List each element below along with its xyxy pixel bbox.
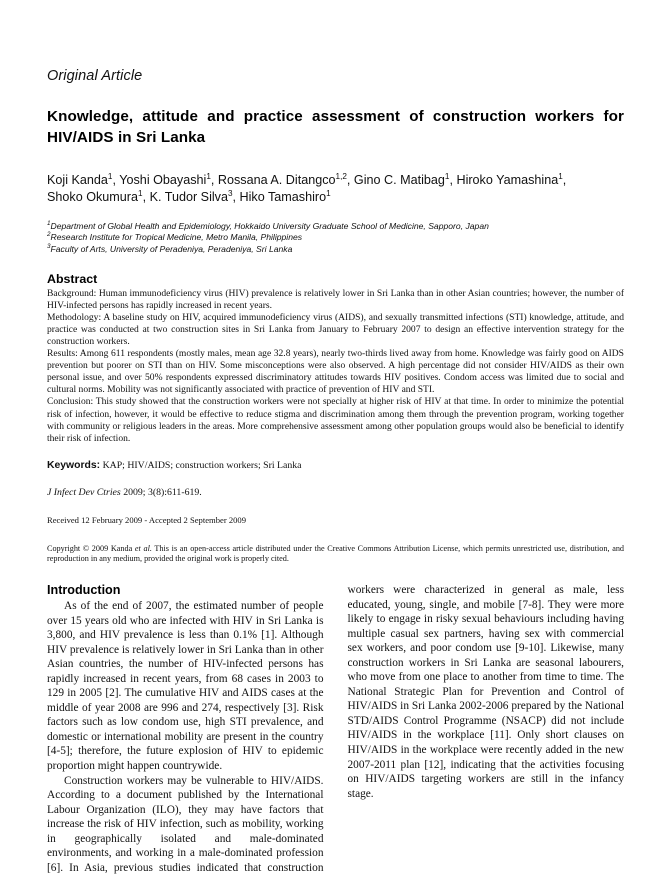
author-list-line-1: Koji Kanda$^1$, Yoshi Obayashi$^1$, Rossana A. Ditangco$^{1,2}$, Gino C. Matibag$^1$, Hiroko Yamashina$^1$, (47, 171, 567, 187)
author-affiliation-marker: 1 (138, 189, 143, 199)
author-name: Gino C. Matibag (353, 173, 445, 187)
abstract-methodology: Methodology: A baseline study on HIV, acquired immunodeficiency virus (AIDS), and sexually transmitted infections (STI) knowledge, attitude, and practice was conducted at two construction sites in Sri Lanka from January to February 2007 to design an effective intervention strategy for the construction workers. (47, 311, 624, 347)
author-name: Hiroko Yamashina (456, 173, 559, 187)
journal-name: J Infect Dev Ctries (47, 486, 121, 498)
abstract-section (47, 272, 624, 445)
keywords-line (47, 460, 624, 471)
keywords-value: KAP; HIV/AIDS; construction workers; Sri Lanka (102, 459, 302, 471)
author-affiliation-marker: 1 (558, 171, 563, 181)
author-affiliation-marker: 1 (444, 171, 450, 181)
affiliation-item (47, 232, 624, 244)
introduction-paragraph-1: As of the end of 2007, the estimated number of people over 15 years old who are infected with HIV in Sri Lanka is 3,800, and HIV prevalence is less than 0.1% [1]. Although HIV prevalence is relatively lower in Sri Lanka than in other Asian countries, the number of HIV-infected persons has rapidly increased in recent years, from 68 cases in 2003 to 129 in 2005 [2]. The cumulative HIV and AIDS cases at the middle of year 2008 are 996 and 274, respectively [3]. Risk factors such as low condom use, high STI prevalence, and domestic or international mobility are present in the country [4-5]; therefore, the future explosion of HIV to epidemic proportion might happen countrywide. (47, 600, 324, 773)
introduction-paragraph-2: Construction workers may be vulnerable to HIV/AIDS. According to a document published by the International Labour Organization (ILO), they may have factors that increase the risk of HIV infection, such as mobility, working in geographically isolated and male-dominated environments, and working in a male-dominated profession [6]. In Asia, previous studies indicated that construction workers were characterized in general as male, less educated, young, single, and mobile [7-8]. They were more likely to engage in risky sexual behaviours including having multiple casual sex partners, having sex with commercial sex workers, and poor condom use [9-10]. Likewise, many construction workers in Sri Lanka are seasonal labourers, who move from one place to another from time to time. The National Strategic Plan for Prevention and Control of HIV/AIDS in Sri Lanka 2002-2006 prepared by the National STD/AIDS Control Programme (NSACP) did not include HIV/AIDS in the workplace [11]. Only short clauses on HIV/AIDS in the workplace were recently added in the new 2007-2011 plan [12], indicating that the activities focusing on HIV/AIDS targeting workers are still in the infancy stage. (47, 584, 624, 874)
introduction-columns (47, 583, 624, 883)
affiliation-marker: 2 (47, 231, 51, 239)
author-affiliation-marker: 1 (107, 171, 113, 181)
copyright-notice (47, 544, 624, 565)
affiliation-list (47, 221, 624, 256)
author-name: Koji Kanda (47, 173, 108, 187)
journal-citation (47, 487, 624, 498)
affiliation-marker: 3 (47, 243, 51, 251)
affiliation-item (47, 221, 624, 233)
affiliation-marker: 1 (47, 219, 51, 227)
journal-citation-detail: 2009; 3(8):611-619. (123, 486, 202, 498)
abstract-results: Results: Among 611 respondents (mostly males, mean age 32.8 years), nearly two-thirds lived away from home. Knowledge was fairly good on AIDS prevention but poorer on STI than on HIV. Some misconceptions were also observed. A high percentage did not consider HIV/AIDS as their own personal issue, and over 50% respondents expressed discriminatory attitudes towards HIV positives. Condom access was limited due to social and cultural norms. Mobility was not significantly associated with practice of prevention of HIV and STI. (47, 348, 624, 396)
author-name: Rossana A. Ditangco (217, 173, 336, 187)
author-affiliation-marker: 1,2 (335, 171, 347, 181)
author-list-line-2: Shoko Okumura$^1$, K. Tudor Silva$^3$, Hiko Tamashiro$^1$ (47, 189, 331, 205)
abstract-conclusion: Conclusion: This study showed that the construction workers were not specially at higher risk of HIV at that time. In order to minimize the potential risk of infection, however, it would be effective to reduce stigma and discrimination among them through the prevention program, working together with community or religious leaders in the areas. More comprehensive assessment among other population groups would also be beneficial to identify their risk of infection. (47, 396, 624, 444)
author-affiliation-marker: 1 (326, 189, 331, 199)
author-name: Hiko Tamashiro (239, 190, 327, 205)
author-name: Yoshi Obayashi (119, 173, 207, 187)
author-name: Shoko Okumura (47, 190, 138, 205)
abstract-heading: Abstract (47, 271, 98, 286)
article-type-label: Original Article (47, 68, 143, 84)
affiliation-text: Research Institute for Tropical Medicine, Metro Manila, Philippines (50, 232, 303, 243)
abstract-background: Background: Human immunodeficiency virus (HIV) prevalence is relatively lower in Sri Lanka than in other Asian countries; however, the number of HIV-infected persons has rapidly increased in recent years. (47, 287, 624, 311)
author-affiliation-marker: 1 (206, 171, 211, 181)
affiliation-text: Faculty of Arts, University of Peradeniya, Peradeniya, Sri Lanka (50, 244, 293, 254)
author-list (47, 172, 624, 207)
copyright-part-1: Copyright © 2009 Kanda (47, 543, 135, 553)
affiliation-text: Department of Global Health and Epidemiology, Hokkaido University Graduate School of Medicine, Sapporo, Japan (50, 220, 489, 231)
introduction-heading: Introduction (47, 583, 121, 597)
copyright-etal: et al. (134, 543, 152, 553)
abstract-body (47, 288, 624, 445)
affiliation-item (47, 244, 624, 256)
copyright-part-2: This is an open-access article distributed under the Creative Commons Attribution License, which permits unrestricted use, distribution, and reproduction in any medium, provided the original work is properly cited. (47, 543, 625, 564)
author-affiliation-marker: 3 (227, 189, 233, 199)
page-title: Knowledge, attitude and practice assessment of construction workers for HIV/AIDS in Sri Lanka (47, 108, 624, 146)
keywords-label: Keywords: (47, 459, 101, 471)
author-name: K. Tudor Silva (149, 190, 228, 205)
received-accepted-dates: Received 12 February 2009 - Accepted 2 September 2009 (47, 514, 247, 525)
